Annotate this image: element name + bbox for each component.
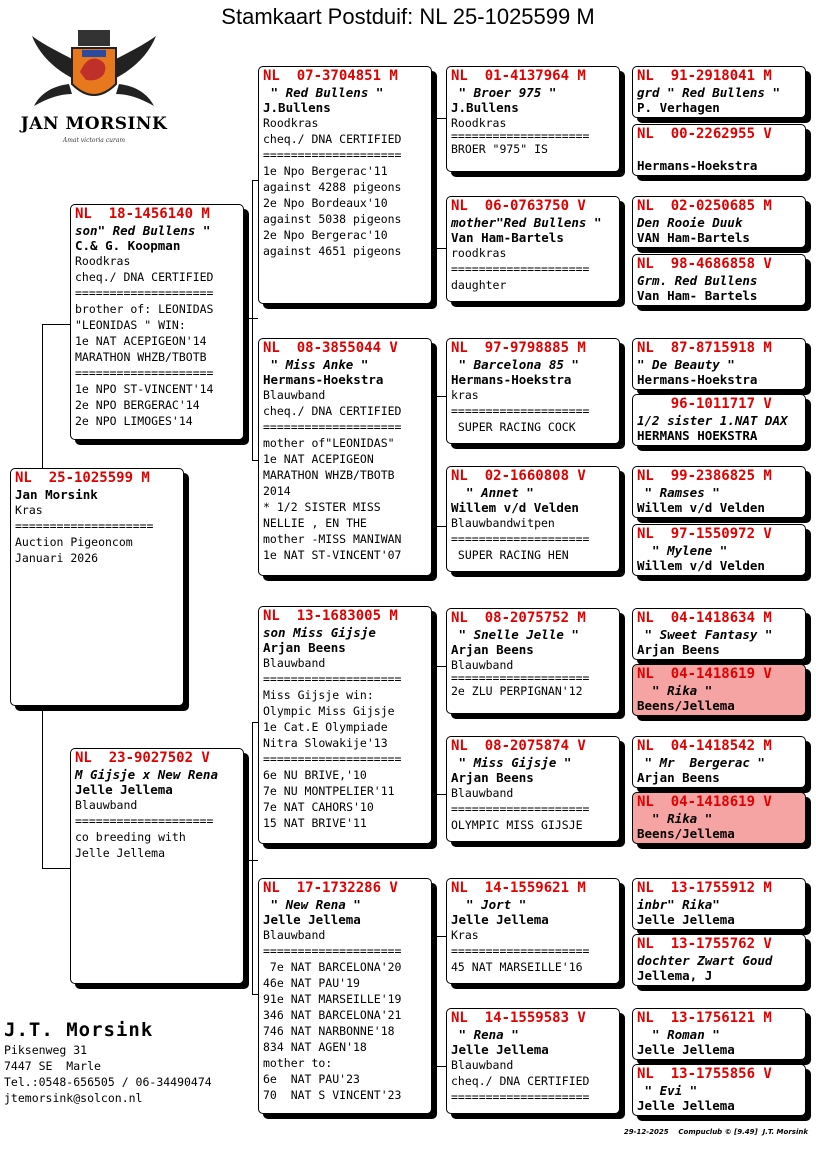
breeder-name: J.T. Morsink xyxy=(4,1019,154,1041)
ring-number: NL 25-1025599 M xyxy=(15,470,150,486)
ring-number: NL 13-1755912 M xyxy=(637,880,772,896)
pigeon-name: " Mr Bergerac " xyxy=(637,755,765,770)
grandparent-card[interactable]: NL 07-3704851 M " Red Bullens " J.Bullens Roodkras cheq./ DNA CERTIFIED ==================== 1e Npo Bergerac'11 against 4288 pigeons 2e Npo Bordeaux'10 against 5038 pigeons 2e Npo Bergerac'10 against 4651 pigeons xyxy=(258,66,432,304)
ring-number: NL 04-1418619 V xyxy=(637,666,772,682)
main-pigeon-card[interactable]: NL 25-1025599 M Jan Morsink Kras ==================== Auction Pigeoncom Januari 2026 xyxy=(10,468,184,706)
owner: Jelle Jellema xyxy=(637,1098,735,1113)
logo-name: JAN MORSINK xyxy=(20,114,168,134)
pigeon-name: " Jort " xyxy=(451,897,527,912)
pigeon-name: " Miss Anke " xyxy=(263,357,369,372)
owner: P. Verhagen xyxy=(637,100,720,115)
ring-number: NL 97-9798885 M xyxy=(451,340,586,356)
grandparent-card[interactable]: NL 17-1732286 V " New Rena " Jelle Jellema Blauwband ==================== 7e NAT BARCELONA'20 46e NAT PAU'19 91e NAT MARSEILLE'19 346 NAT BARCELONA'21 746 NAT NARBONNE'18 834 NAT AGEN'18 mother to: 6e NAT PAU'23 70 NAT S VINCENT'23 xyxy=(258,878,432,1114)
owner: Arjan Beens xyxy=(451,770,534,785)
owner: J.Bullens xyxy=(451,100,519,115)
ancestor-card[interactable] xyxy=(632,1064,806,1116)
page-title: Stamkaart Postduif: NL 25-1025599 M xyxy=(221,4,595,29)
pigeon-name: " Rika " xyxy=(637,683,713,698)
pigeon-name: " Red Bullens " xyxy=(263,85,384,100)
owner: Jellema, J xyxy=(637,968,713,983)
owner: Hermans-Hoekstra xyxy=(263,372,384,387)
ancestor-card[interactable] xyxy=(632,66,806,118)
pigeon-name: " Miss Gijsje " xyxy=(451,755,572,770)
ring-number: NL 08-2075752 M xyxy=(451,610,586,626)
pigeon-name: 1/2 sister 1.NAT DAX xyxy=(637,413,788,428)
owner: Arjan Beens xyxy=(263,640,346,655)
email-link[interactable]: jtemorsink@solcon.nl xyxy=(4,1091,143,1105)
ring-number: NL 23-9027502 V xyxy=(75,750,210,766)
ancestor-card[interactable] xyxy=(632,196,806,248)
pigeon-name: " Broer 975 " xyxy=(451,85,557,100)
pigeon-name: " Roman " xyxy=(637,1027,720,1042)
owner: Van Ham- Bartels xyxy=(637,288,758,303)
pigeon-name: " De Beauty " xyxy=(637,357,735,372)
ancestor-card-highlighted[interactable] xyxy=(632,664,806,716)
ring-number: NL 04-1418634 M xyxy=(637,610,772,626)
ring-number: NL 08-3855044 V xyxy=(263,340,398,356)
owner: Arjan Beens xyxy=(637,642,720,657)
great-grandparent-card[interactable]: NL 06-0763750 V mother"Red Bullens " Van Ham-Bartels roodkras ==================== daughter xyxy=(446,196,620,302)
owner: Hermans-Hoekstra xyxy=(637,372,758,387)
address-street: Piksenweg 31 xyxy=(4,1043,88,1057)
ring-number: NL 13-1755856 V xyxy=(637,1066,772,1082)
pigeon-name: " Sweet Fantasy " xyxy=(637,627,773,642)
ancestor-card[interactable] xyxy=(632,1008,806,1060)
ring-number: NL 01-4137964 M xyxy=(451,68,586,84)
pigeon-name: son" Red Bullens " xyxy=(75,223,211,238)
great-grandparent-card[interactable]: NL 08-2075752 M " Snelle Jelle " Arjan Beens Blauwband ==================== 2e ZLU PERPIGNAN'12 xyxy=(446,608,620,714)
pigeon-name: " Annet " xyxy=(451,485,534,500)
pigeon-name: " Snelle Jelle " xyxy=(451,627,579,642)
ring-number: NL 13-1755762 V xyxy=(637,936,772,952)
ancestor-card[interactable] xyxy=(632,934,806,986)
owner: Jan Morsink xyxy=(15,487,98,502)
address-city: 7447 SE Marle xyxy=(4,1059,101,1073)
owner: Willem v/d Velden xyxy=(637,500,765,515)
sire-card[interactable]: NL 18-1456140 M son" Red Bullens " C.& G. Koopman Roodkras cheq./ DNA CERTIFIED ==================== brother of: LEONIDAS "LEONIDAS " WIN: 1e NAT ACEPIGEON'14 MARATHON WHZB/TBOTB ==================== 1e NPO ST-VINCENT'14 2e NPO BERGERAC'14 2e NPO LIMOGES'14 xyxy=(70,204,244,440)
owner: Beens/Jellema xyxy=(637,698,735,713)
great-grandparent-card[interactable]: NL 14-1559583 V " Rena " Jelle Jellema Blauwband cheq./ DNA CERTIFIED ==================== xyxy=(446,1008,620,1114)
owner: Van Ham-Bartels xyxy=(451,230,564,245)
great-grandparent-card[interactable]: NL 14-1559621 M " Jort " Jelle Jellema Kras ==================== 45 NAT MARSEILLE'16 xyxy=(446,878,620,984)
owner: Jelle Jellema xyxy=(263,912,361,927)
ring-number: NL 02-0250685 M xyxy=(637,198,772,214)
ring-number: NL 91-2918041 M xyxy=(637,68,772,84)
great-grandparent-card[interactable]: NL 08-2075874 V " Miss Gijsje " Arjan Beens Blauwband ==================== OLYMPIC MISS GIJSJE xyxy=(446,736,620,842)
owner: Jelle Jellema xyxy=(451,1042,549,1057)
owner: Jelle Jellema xyxy=(451,912,549,927)
pigeon-name: mother"Red Bullens " xyxy=(451,215,602,230)
owner: Hermans-Hoekstra xyxy=(637,158,758,173)
owner: Hermans-Hoekstra xyxy=(451,372,572,387)
great-grandparent-card[interactable]: NL 02-1660808 V " Annet " Willem v/d Velden Blauwbandwitpen ==================== SUPER RACING HEN xyxy=(446,466,620,572)
ancestor-card[interactable] xyxy=(632,736,806,788)
owner: Beens/Jellema xyxy=(637,826,735,841)
ring-number: NL 02-1660808 V xyxy=(451,468,586,484)
pigeon-name: M Gijsje x New Rena xyxy=(75,767,218,782)
ring-number: NL 06-0763750 V xyxy=(451,198,586,214)
phone: Tel.:0548-656505 / 06-34490474 xyxy=(4,1075,212,1089)
pigeon-name: " Mylene " xyxy=(637,543,728,558)
breeder-contact xyxy=(4,1018,212,1106)
ring-number: NL 04-1418619 V xyxy=(637,794,772,810)
owner: Arjan Beens xyxy=(451,642,534,657)
ancestor-card[interactable] xyxy=(632,878,806,930)
pigeon-name: dochter Zwart Goud xyxy=(637,953,773,968)
ancestor-card[interactable] xyxy=(632,124,806,176)
pigeon-name: " New Rena " xyxy=(263,897,361,912)
heraldic-lion-icon xyxy=(14,24,174,154)
ring-number: NL 17-1732286 V xyxy=(263,880,398,896)
ring-number: NL 14-1559583 V xyxy=(451,1010,586,1026)
owner: HERMANS HOEKSTRA xyxy=(637,428,758,443)
owner: VAN Ham-Bartels xyxy=(637,230,750,245)
print-footer: 29-12-2025 Compuclub © [9.49] J.T. Morsink xyxy=(623,1128,808,1136)
pigeon-name: " Rena " xyxy=(451,1027,519,1042)
dam-card[interactable]: NL 23-9027502 V M Gijsje x New Rena Jelle Jellema Blauwband ==================== co breeding with Jelle Jellema xyxy=(70,748,244,984)
ancestor-card[interactable] xyxy=(632,338,806,390)
great-grandparent-card[interactable]: NL 01-4137964 M " Broer 975 " J.Bullens Roodkras ==================== BROER "975" IS xyxy=(446,66,620,172)
pigeon-name: Den Rooie Duuk xyxy=(637,215,743,230)
owner: Jelle Jellema xyxy=(637,912,735,927)
ancestor-card[interactable] xyxy=(632,254,806,306)
ring-number: NL 08-2075874 V xyxy=(451,738,586,754)
ring-number: NL 18-1456140 M xyxy=(75,206,210,222)
pigeon-name: " Rika " xyxy=(637,811,713,826)
ancestor-card-highlighted[interactable] xyxy=(632,792,806,844)
grandparent-card[interactable]: NL 13-1683005 M son Miss Gijsje Arjan Beens Blauwband ==================== Miss Gijsje win: Olympic Miss Gijsje 1e Cat.E Olympiade Nitra Slowakije'13 ==================== 6e NU BRIVE,'10 7e NU MONTPELIER'11 7e NAT CAHORS'10 15 NAT BRIVE'11 xyxy=(258,606,432,844)
owner: Arjan Beens xyxy=(637,770,720,785)
pigeon-name: " Ramses " xyxy=(637,485,720,500)
owner: C.& G. Koopman xyxy=(75,238,181,253)
pigeon-name: " Evi " xyxy=(637,1083,698,1098)
ring-number: 96-1011717 V xyxy=(637,396,772,412)
owner: J.Bullens xyxy=(263,100,331,115)
owner: Jelle Jellema xyxy=(75,782,173,797)
ring-number: NL 98-4686858 V xyxy=(637,256,772,272)
ancestor-card[interactable] xyxy=(632,394,806,446)
ring-number: NL 13-1756121 M xyxy=(637,1010,772,1026)
pigeon-name: Grm. Red Bullens xyxy=(637,273,758,288)
ring-number: NL 87-8715918 M xyxy=(637,340,772,356)
ring-number: NL 00-2262955 V xyxy=(637,126,772,142)
ring-number: NL 13-1683005 M xyxy=(263,608,398,624)
owner: Willem v/d Velden xyxy=(451,500,579,515)
pigeon-name: " Barcelona 85 " xyxy=(451,357,579,372)
great-grandparent-card[interactable]: NL 97-9798885 M " Barcelona 85 " Hermans-Hoekstra kras ==================== SUPER RACING COCK xyxy=(446,338,620,444)
ring-number: NL 99-2386825 M xyxy=(637,468,772,484)
owner: Jelle Jellema xyxy=(637,1042,735,1057)
ring-number: NL 04-1418542 M xyxy=(637,738,772,754)
ring-number: NL 97-1550972 V xyxy=(637,526,772,542)
ring-number: NL 07-3704851 M xyxy=(263,68,398,84)
grandparent-card[interactable]: NL 08-3855044 V " Miss Anke " Hermans-Hoekstra Blauwband cheq./ DNA CERTIFIED ==================== mother of"LEONIDAS" 1e NAT ACEPIGEON MARATHON WHZB/TBOTB 2014 * 1/2 SISTER MISS NELLIE , EN THE mother -MISS MANIWAN 1e NAT ST-VINCENT'07 xyxy=(258,338,432,576)
logo-motto: Amat victoria curam xyxy=(62,137,126,144)
ancestor-card[interactable] xyxy=(632,524,806,576)
ancestor-card[interactable] xyxy=(632,466,806,518)
owner: Willem v/d Velden xyxy=(637,558,765,573)
pigeon-name: inbr" Rika" xyxy=(637,897,720,912)
ancestor-card[interactable] xyxy=(632,608,806,660)
ring-number: NL 14-1559621 M xyxy=(451,880,586,896)
pigeon-name: son Miss Gijsje xyxy=(263,625,376,640)
pigeon-name: grd " Red Bullens " xyxy=(637,85,780,100)
pigeon-name xyxy=(637,143,801,158)
